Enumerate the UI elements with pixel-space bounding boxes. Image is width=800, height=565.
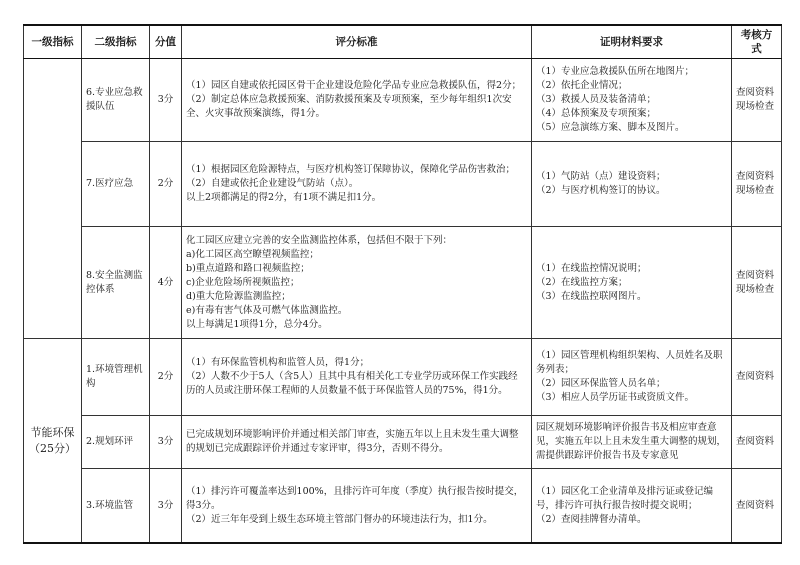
evidence-cell <box>532 142 732 227</box>
criteria-cell <box>182 59 532 142</box>
criteria-cell <box>182 416 532 469</box>
level2-cell: 2.规划环评 <box>82 416 150 469</box>
method-cell: 查阅资料现场检查 <box>732 142 782 227</box>
evidence-line: （2）在线监控方案； <box>536 276 628 288</box>
criteria-line: 化工园区应建立完善的安全监测监控体系，包括但不限于下列： <box>186 234 453 246</box>
level1-cell <box>24 59 82 339</box>
assessment-table-wrapper <box>23 24 782 544</box>
method-cell: 查阅资料 <box>732 416 782 469</box>
criteria-line: b)重点道路和路口视频监控； <box>186 262 310 274</box>
evidence-cell <box>532 469 732 544</box>
criteria-line: （2）近三年年受到上级生态环境主管部门督办的环境违法行为，扣1分。 <box>186 513 493 525</box>
header-criteria: 评分标准 <box>182 25 532 59</box>
criteria-line: （2）自建或依托企业建设气防站（点）。 <box>186 178 359 189</box>
criteria-line: 以上每满足1项得1分，总分4分。 <box>186 318 328 330</box>
header-level1: 一级指标 <box>24 25 82 59</box>
criteria-line: d)重大危险源监测监控； <box>186 290 291 302</box>
evidence-line: （2）查阅挂牌督办清单。 <box>536 513 647 525</box>
assessment-table <box>23 24 782 544</box>
method-cell: 查阅资料 <box>732 339 782 416</box>
criteria-line: （2）制定总体应急救援预案、消防救援预案及专项预案，至少每年组织1次安全、火灾事故预案演练，得1分。 <box>186 94 512 119</box>
evidence-line: 园区规划环境影响评价报告书及相应审查意见，实施五年以上且未发生重大调整的规划，需提供跟踪评价报告书及专家意见 <box>536 422 727 461</box>
evidence-line: （1）园区管理机构组织架构、人员姓名及职务列表； <box>536 350 723 375</box>
criteria-cell <box>182 142 532 227</box>
header-method: 考核方式 <box>732 25 782 59</box>
criteria-line: （2）人数不少于5人（含5人）且其中具有相关化工专业学历或环保工作实践经历的人员或注册环保工程师的人员数量不低于环保监管人员的75%，得1分。 <box>186 371 518 396</box>
table-row <box>24 339 782 416</box>
criteria-line: （1）排污许可覆盖率达到100%，且排污许可年度（季度）执行报告按时提交，得3分。 <box>186 485 524 511</box>
evidence-cell <box>532 416 732 469</box>
evidence-line: （2）依托企业情况； <box>536 80 628 91</box>
evidence-line: （3）相应人员学历证书或资质文件。 <box>536 392 695 403</box>
score-cell: 3分 <box>150 469 182 544</box>
evidence-line: （1）在线监控情况说明； <box>536 262 647 274</box>
table-row <box>24 227 782 339</box>
table-row <box>24 416 782 469</box>
header-row <box>24 25 782 59</box>
table-row <box>24 59 782 142</box>
criteria-line: （1）根据园区危险源特点，与医疗机构签订保障协议，保障化学品伤害救治； <box>186 164 516 175</box>
evidence-line: （1）园区化工企业清单及排污证或登记编号，排污许可执行报告按时提交说明； <box>536 485 714 511</box>
evidence-line: （2）与医疗机构签订的协议。 <box>536 185 666 196</box>
criteria-cell <box>182 339 532 416</box>
level2-cell: 7.医疗应急 <box>82 142 150 227</box>
header-evidence: 证明材料要求 <box>532 25 732 59</box>
level2-cell: 8.安全监测监控体系 <box>82 227 150 339</box>
method-cell: 查阅资料现场检查 <box>732 59 782 142</box>
criteria-cell <box>182 469 532 544</box>
evidence-line: （4）总体预案及专项预案； <box>536 108 657 119</box>
evidence-line: （1）专业应急救援队伍所在地图片； <box>536 66 695 77</box>
evidence-line: （2）园区环保监管人员名单； <box>536 378 666 389</box>
score-cell: 3分 <box>150 59 182 142</box>
criteria-line: （1）园区自建或依托园区骨干企业建设危险化学品专业应急救援队伍，得2分； <box>186 80 522 91</box>
criteria-line: c)企业危险场所视频监控； <box>186 276 300 288</box>
score-cell: 3分 <box>150 416 182 469</box>
criteria-line: （1）有环保监管机构和监管人员，得1分； <box>186 357 370 368</box>
evidence-line: （5）应急演练方案、脚本及图片。 <box>536 122 685 133</box>
evidence-cell <box>532 227 732 339</box>
evidence-cell <box>532 59 732 142</box>
evidence-cell <box>532 339 732 416</box>
level2-cell: 6.专业应急救援队伍 <box>82 59 150 142</box>
criteria-line: 已完成规划环境影响评价并通过相关部门审查，实施五年以上且未发生重大调整的规划已完成跟踪评价并通过专家评审，得3分，否则不得分。 <box>186 429 519 454</box>
method-cell: 查阅资料现场检查 <box>732 227 782 339</box>
score-cell: 2分 <box>150 142 182 227</box>
method-cell: 查阅资料 <box>732 469 782 544</box>
evidence-line: （3）在线监控联网图片。 <box>536 290 647 302</box>
table-row <box>24 142 782 227</box>
criteria-line: 以上2项都满足的得2分，有1项不满足扣1分。 <box>186 192 382 203</box>
header-level2: 二级指标 <box>82 25 150 59</box>
level2-cell: 3.环境监管 <box>82 469 150 544</box>
criteria-line: a)化工园区高空瞭望视频监控； <box>186 248 319 260</box>
score-cell: 4分 <box>150 227 182 339</box>
criteria-cell <box>182 227 532 339</box>
evidence-line: （3）救援人员及装备清单； <box>536 94 657 105</box>
evidence-line: （1）气防站（点）建设资料； <box>536 171 666 182</box>
header-score: 分值 <box>150 25 182 59</box>
table-row <box>24 469 782 544</box>
level2-cell: 1.环境管理机构 <box>82 339 150 416</box>
score-cell: 2分 <box>150 339 182 416</box>
level1-cell: 节能环保（25分） <box>24 339 82 544</box>
criteria-line: e)有毒有害气体及可燃气体监测监控。 <box>186 304 348 316</box>
